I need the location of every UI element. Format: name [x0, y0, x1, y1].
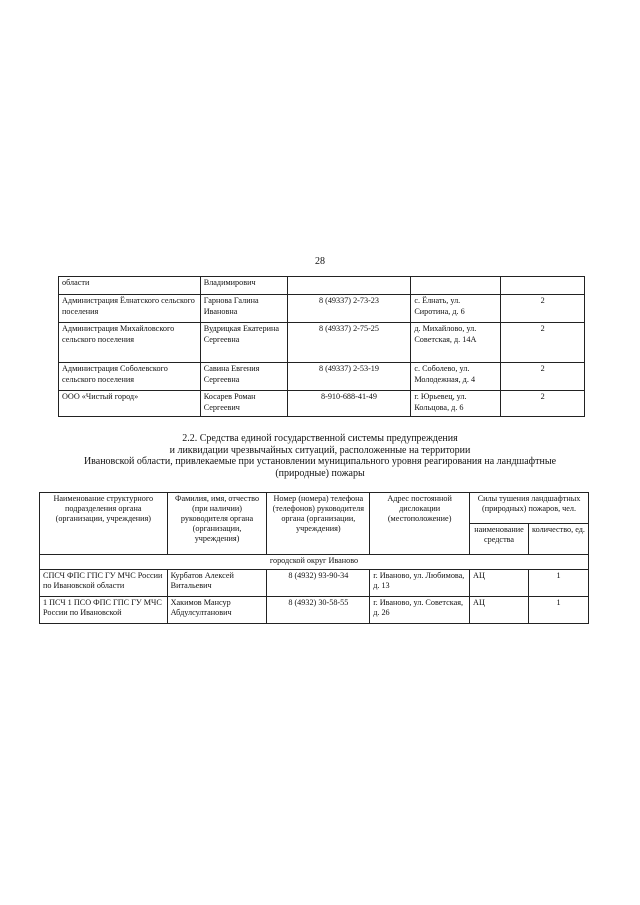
cell-person: Курбатов Алексей Витальевич	[167, 570, 267, 597]
cell-person: Гарнова Галина Ивановна	[200, 295, 287, 323]
table-group-row	[40, 555, 589, 570]
cell-name: АЦ	[470, 570, 529, 597]
cell-count: 2	[501, 391, 585, 417]
table-row	[59, 391, 585, 417]
table-header-row	[40, 493, 589, 524]
table-row	[59, 363, 585, 391]
cell-org: СПСЧ ФПС ГПС ГУ МЧС России по Ивановской области	[40, 570, 168, 597]
table-row	[59, 295, 585, 323]
cell-address: г. Иваново, ул. Советская, д. 26	[370, 597, 470, 624]
cell-address: с. Ёлнать, ул. Сиротина, д. 6	[411, 295, 501, 323]
cell-address: с. Соболево, ул. Молодежная, д. 4	[411, 363, 501, 391]
header-person: Фамилия, имя, отчество (при наличии) руководителя органа (организации, учреждения)	[167, 493, 267, 555]
section-heading	[0, 433, 640, 479]
cell-count: 2	[501, 323, 585, 363]
cell-person: Косарев Роман Сергеевич	[200, 391, 287, 417]
cell-person: Савина Евгения Сергеевна	[200, 363, 287, 391]
cell-org: Администрация Ёлнатского сельского поселения	[59, 295, 201, 323]
cell-phone: 8 (4932) 93-90-34	[267, 570, 370, 597]
header-phone: Номер (номера) телефона (телефонов) руководителя органа (организации, учреждения)	[267, 493, 370, 555]
cell-phone: 8 (49337) 2-75-25	[287, 323, 411, 363]
cell-address: г. Иваново, ул. Любимова, д. 13	[370, 570, 470, 597]
page-number: 28	[315, 256, 325, 267]
cell-phone: 8-910-688-41-49	[287, 391, 411, 417]
header-name: наименование средства	[470, 524, 529, 555]
section-line: Ивановской области, привлекаемые при установлении муниципального уровня реагирования на ландшафтные	[83, 456, 557, 467]
header-org: Наименование структурного подразделения органа (организации, учреждения)	[40, 493, 168, 555]
header-forces: Силы тушения ландшафтных (природных) пожаров, чел.	[470, 493, 589, 524]
table-contacts	[58, 276, 585, 417]
cell-address: г. Юрьевец, ул. Кольцова, д. 6	[411, 391, 501, 417]
group-label: городской округ Иваново	[40, 555, 589, 570]
cell-count: 2	[501, 295, 585, 323]
cell-count: 2	[501, 363, 585, 391]
table-row	[40, 597, 589, 624]
cell-org: 1 ПСЧ 1 ПСО ФПС ГПС ГУ МЧС России по Ивановской	[40, 597, 168, 624]
section-line: (природные) пожары	[275, 467, 365, 479]
cell-person: Хакимов Мансур Абдулсултанович	[167, 597, 267, 624]
table-row	[59, 323, 585, 363]
table-forces	[39, 492, 589, 624]
cell-address	[411, 277, 501, 295]
section-line: и ликвидации чрезвычайных ситуаций, расположенные на территории	[169, 444, 471, 456]
cell-qty: 1	[529, 570, 589, 597]
cell-phone: 8 (4932) 30-58-55	[267, 597, 370, 624]
cell-address: д. Михайлово, ул. Советская, д. 14А	[411, 323, 501, 363]
cell-org: области	[59, 277, 201, 295]
cell-person: Вудрицкая Екатерина Сергеевна	[200, 323, 287, 363]
section-line: 2.2. Средства единой государственной системы предупреждения	[182, 433, 458, 444]
cell-org: ООО «Чистый город»	[59, 391, 201, 417]
table-row	[59, 277, 585, 295]
cell-count	[501, 277, 585, 295]
cell-person: Владимирович	[200, 277, 287, 295]
table-row	[40, 570, 589, 597]
header-qty: количество, ед.	[529, 524, 589, 555]
cell-phone	[287, 277, 411, 295]
cell-org: Администрация Соболевского сельского поселения	[59, 363, 201, 391]
cell-org: Администрация Михайловского сельского поселения	[59, 323, 201, 363]
cell-qty: 1	[529, 597, 589, 624]
cell-phone: 8 (49337) 2-73-23	[287, 295, 411, 323]
cell-name: АЦ	[470, 597, 529, 624]
header-address: Адрес постоянной дислокации (местоположение)	[370, 493, 470, 555]
cell-phone: 8 (49337) 2-53-19	[287, 363, 411, 391]
